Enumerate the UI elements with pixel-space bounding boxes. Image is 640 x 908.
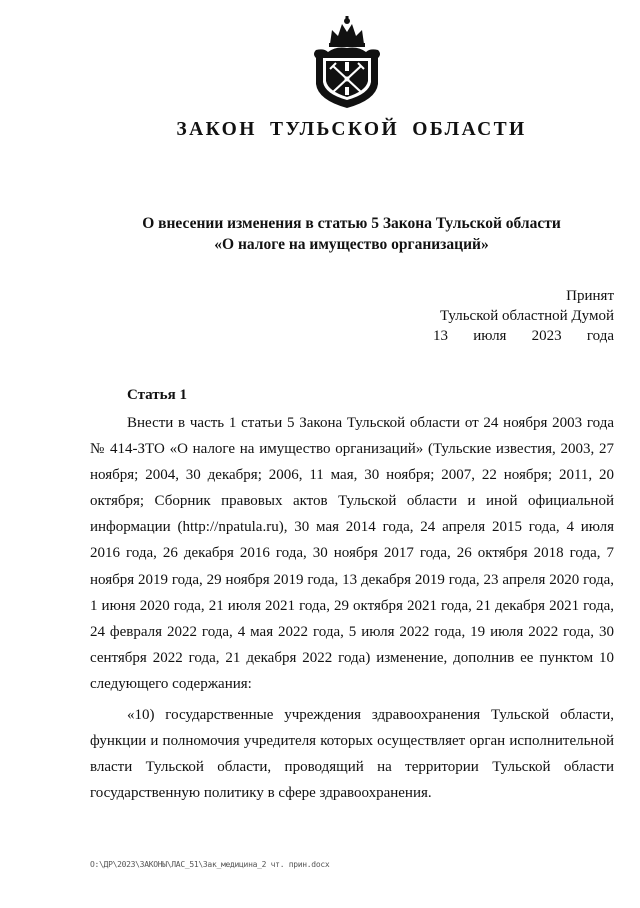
adoption-year: 2023 [531,328,562,344]
article-paragraph-2: «10) государственные учреждения здравоохранения Тульской области, функции и полномочия учредителя которых осуществляет орган исполнительной власти Тульской области, проводящий на территории Тульской области государственную политику в сфере здравоохранения. [90,707,614,802]
adoption-accepted: Принят [566,288,614,304]
adoption-year-word: года [586,328,614,344]
document-title-line-1: О внесении изменения в статью 5 Закона Тульской области [142,215,561,232]
adoption-date [433,326,614,346]
adoption-by: Тульской областной Думой [439,308,614,324]
adoption-block [433,286,614,346]
law-title: ЗАКОН ТУЛЬСКОЙ ОБЛАСТИ [176,119,527,140]
document-title [0,213,640,255]
adoption-month: июля [473,328,507,344]
footer-file-path: О:\ДР\2023\ЗАКОНЫ\ЛАС_51\Зак_медицина_2 чт. прин.docx [90,860,330,869]
document-title-line-2: «О налоге на имущество организаций» [214,236,489,253]
article-heading: Статья 1 [127,387,187,403]
coat-of-arms-icon [310,14,384,110]
adoption-day: 13 [433,328,448,344]
article-paragraph-1: Внести в часть 1 статьи 5 Закона Тульской области от 24 ноября 2003 года № 414-ЗТО «О налоге на имущество организаций» (Тульские известия, 2003, 27 ноября; 2004, 30 декабря; 2006, 11 мая, 30 ноября; 2007, 22 ноября; 2011, 20 октября; Сборник правовых актов Тульской области и иной официальной информации (http://npatula.ru), 30 мая 2014 года, 24 апреля 2015 года, 4 июля 2016 года, 26 декабря 2016 года, 30 ноября 2017 года, 26 октября 2018 года, 7 ноября 2019 года, 29 ноября 2019 года, 13 декабря 2019 года, 23 апреля 2020 года, 1 июня 2020 года, 21 июля 2021 года, 29 октября 2021 года, 21 декабря 2021 года, 24 февраля 2022 года, 4 мая 2022 года, 5 июля 2022 года, 19 июля 2022 года, 30 сентября 2022 года, 21 декабря 2022 года) изменение, дополнив ее пунктом 10 следующего содержания: [90,415,614,692]
